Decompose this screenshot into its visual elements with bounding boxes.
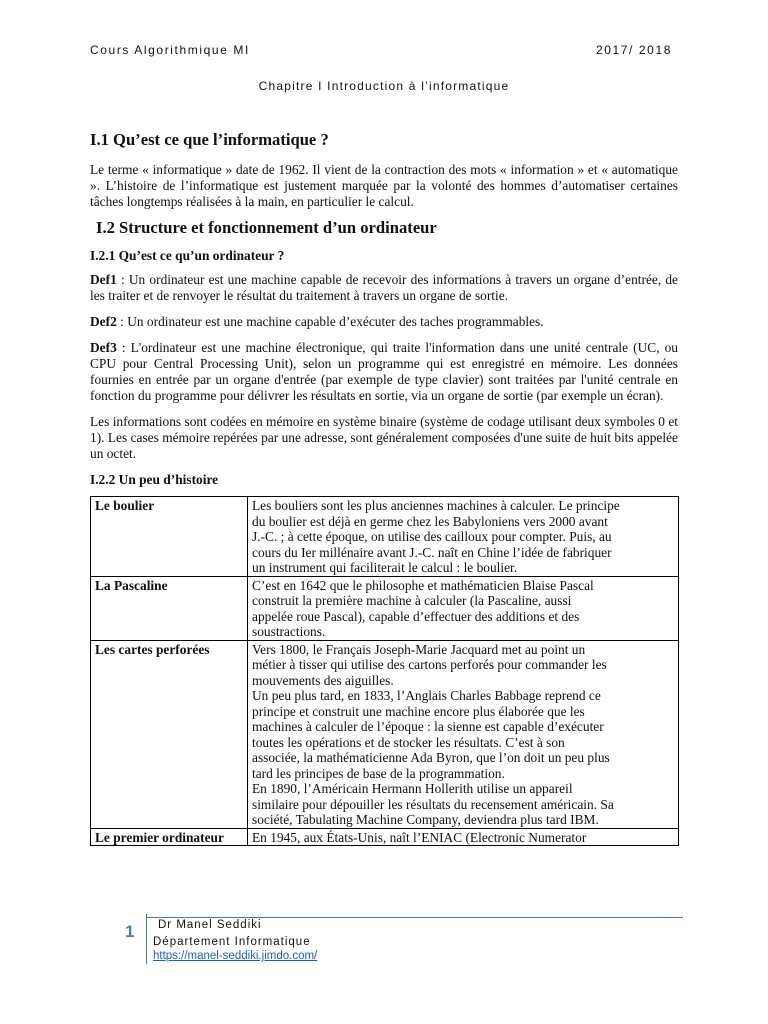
history-table xyxy=(90,496,679,846)
history-text-line: toutes les opérations et de stocker les résultats. C’est à son xyxy=(252,734,565,750)
history-text-line: principe et construit une machine encore plus élaborée que les xyxy=(252,703,585,719)
def1-text: : Un ordinateur est une machine capable de recevoir des informations à travers un organe d’entrée, de les traiter et de renvoyer le résultat du traitement à travers un organe de sortie. xyxy=(90,272,678,303)
history-text-line: Vers 1800, le Français Joseph-Marie Jacquard met au point un xyxy=(252,641,586,657)
history-text-line: un instrument qui faciliterait le calcul : le boulier. xyxy=(252,560,518,575)
author-name: Dr Manel Seddiki xyxy=(158,919,262,931)
history-text-line: Un peu plus tard, en 1833, l’Anglais Charles Babbage reprend ce xyxy=(252,688,601,703)
history-description-cell xyxy=(248,640,679,828)
section-heading-2: I.2 Structure et fonctionnement d’un ordinateur xyxy=(96,218,437,237)
history-text-line: tard les principes de base de la programmation. xyxy=(252,765,505,781)
section-heading-1: I.1 Qu’est ce que l’informatique ? xyxy=(90,130,329,149)
history-description-cell xyxy=(248,497,679,577)
chapter-title: Chapitre I Introduction à l’informatique xyxy=(258,79,510,93)
department-name: Département Informatique xyxy=(153,936,311,948)
def3-label: Def3 xyxy=(90,340,117,355)
history-text-line: En 1890, l’Américain Hermann Hollerith utilise un appareil xyxy=(252,781,573,796)
history-text-line: C’est en 1642 que le philosophe et mathématicien Blaise Pascal xyxy=(252,577,594,593)
history-text-line: appelée roue Pascal), capable d’effectuer des additions et des xyxy=(252,608,580,624)
history-text-line: soustractions. xyxy=(252,624,326,639)
def2-label: Def2 xyxy=(90,314,117,329)
footer-rule xyxy=(146,917,683,918)
binary-paragraph: Les informations sont codées en mémoire en système binaire (système de codage utilisant deux symboles 0 et 1). Les cases mémoire repérées par une adresse, sont généralement composées d'une suite de huit bits appelée un octet. xyxy=(90,414,678,461)
table-row xyxy=(91,640,679,828)
history-text-line: cours du Ier millénaire avant J.-C. naît en Chine l’idée de fabriquer xyxy=(252,544,612,560)
history-description-cell xyxy=(248,576,679,640)
history-text-line: construit la première machine à calculer (la Pascaline, aussi xyxy=(252,593,572,608)
intro-paragraph: Le terme « informatique » date de 1962. Il vient de la contraction des mots « information » et « automatique ». L’histoire de l’informatique est justement marquée par la volonté des hommes d’automatiser certaines tâches longtemps réalisées à la main, en particulier le calcul. xyxy=(90,162,678,209)
history-text-line: En 1945, aux États-Unis, naît l’ENIAC (Electronic Numerator xyxy=(252,829,587,845)
history-era-cell: La Pascaline xyxy=(91,576,248,640)
subsection-heading-1: I.2.1 Qu’est ce qu’un ordinateur ? xyxy=(90,248,285,263)
history-era-cell: Le premier ordinateur xyxy=(91,828,248,846)
table-row xyxy=(91,828,679,846)
definition-1 xyxy=(90,272,678,304)
subsection-heading-2: I.2.2 Un peu d’histoire xyxy=(90,472,219,487)
history-text-line: Les bouliers sont les plus anciennes machines à calculer. Le principe xyxy=(252,498,620,513)
history-description-cell xyxy=(248,828,679,846)
footer-divider xyxy=(146,914,147,964)
table-row xyxy=(91,497,679,577)
def3-text: : L'ordinateur est une machine électronique, qui traite l'information dans une unité centrale (UC, ou CPU pour Central Processing Unit), selon un programme qui est enregistré en mémoire. Les données fournies en entrée par un organe d'entrée (par exemple de type clavier) sont traitées par l'unité centrale en fonction du programme pour délivrer les résultats en sortie, via un organe de sortie (par exemple un écran). xyxy=(90,340,678,403)
history-era-cell: Le boulier xyxy=(91,497,248,577)
course-title: Cours Algorithmique MI xyxy=(90,43,250,57)
history-era-cell: Les cartes perforées xyxy=(91,640,248,828)
history-text-line: mouvements des aiguilles. xyxy=(252,672,394,688)
history-text-line: J.-C. ; à cette époque, on utilise des cailloux pour compter. Puis, au xyxy=(252,529,612,544)
history-text-line: machines à calculer de l’époque : la sienne est capable d’exécuter xyxy=(252,719,604,734)
history-text-line: du boulier est déjà en germe chez les Babyloniens vers 2000 avant xyxy=(252,513,608,529)
history-text-line: métier à tisser qui utilise des cartons perforés pour commander les xyxy=(252,657,607,672)
academic-year: 2017/ 2018 xyxy=(595,43,672,57)
history-text-line: similaire pour dépouiller les résultats du recensement américain. Sa xyxy=(252,796,614,812)
table-row xyxy=(91,576,679,640)
def1-label: Def1 xyxy=(90,272,117,287)
main-content xyxy=(90,132,678,846)
history-text-line: associée, la mathématicienne Ada Byron, que l’on doit un peu plus xyxy=(252,750,610,765)
history-text-line: société, Tabulating Machine Company, deviendra plus tard IBM. xyxy=(252,812,599,827)
def2-text: : Un ordinateur est une machine capable d’exécuter des taches programmables. xyxy=(116,314,544,329)
page-number: 1 xyxy=(125,922,135,941)
definition-2 xyxy=(90,314,678,330)
definition-3 xyxy=(90,340,678,404)
website-link[interactable]: https://manel-seddiki.jimdo.com/ xyxy=(153,950,318,962)
